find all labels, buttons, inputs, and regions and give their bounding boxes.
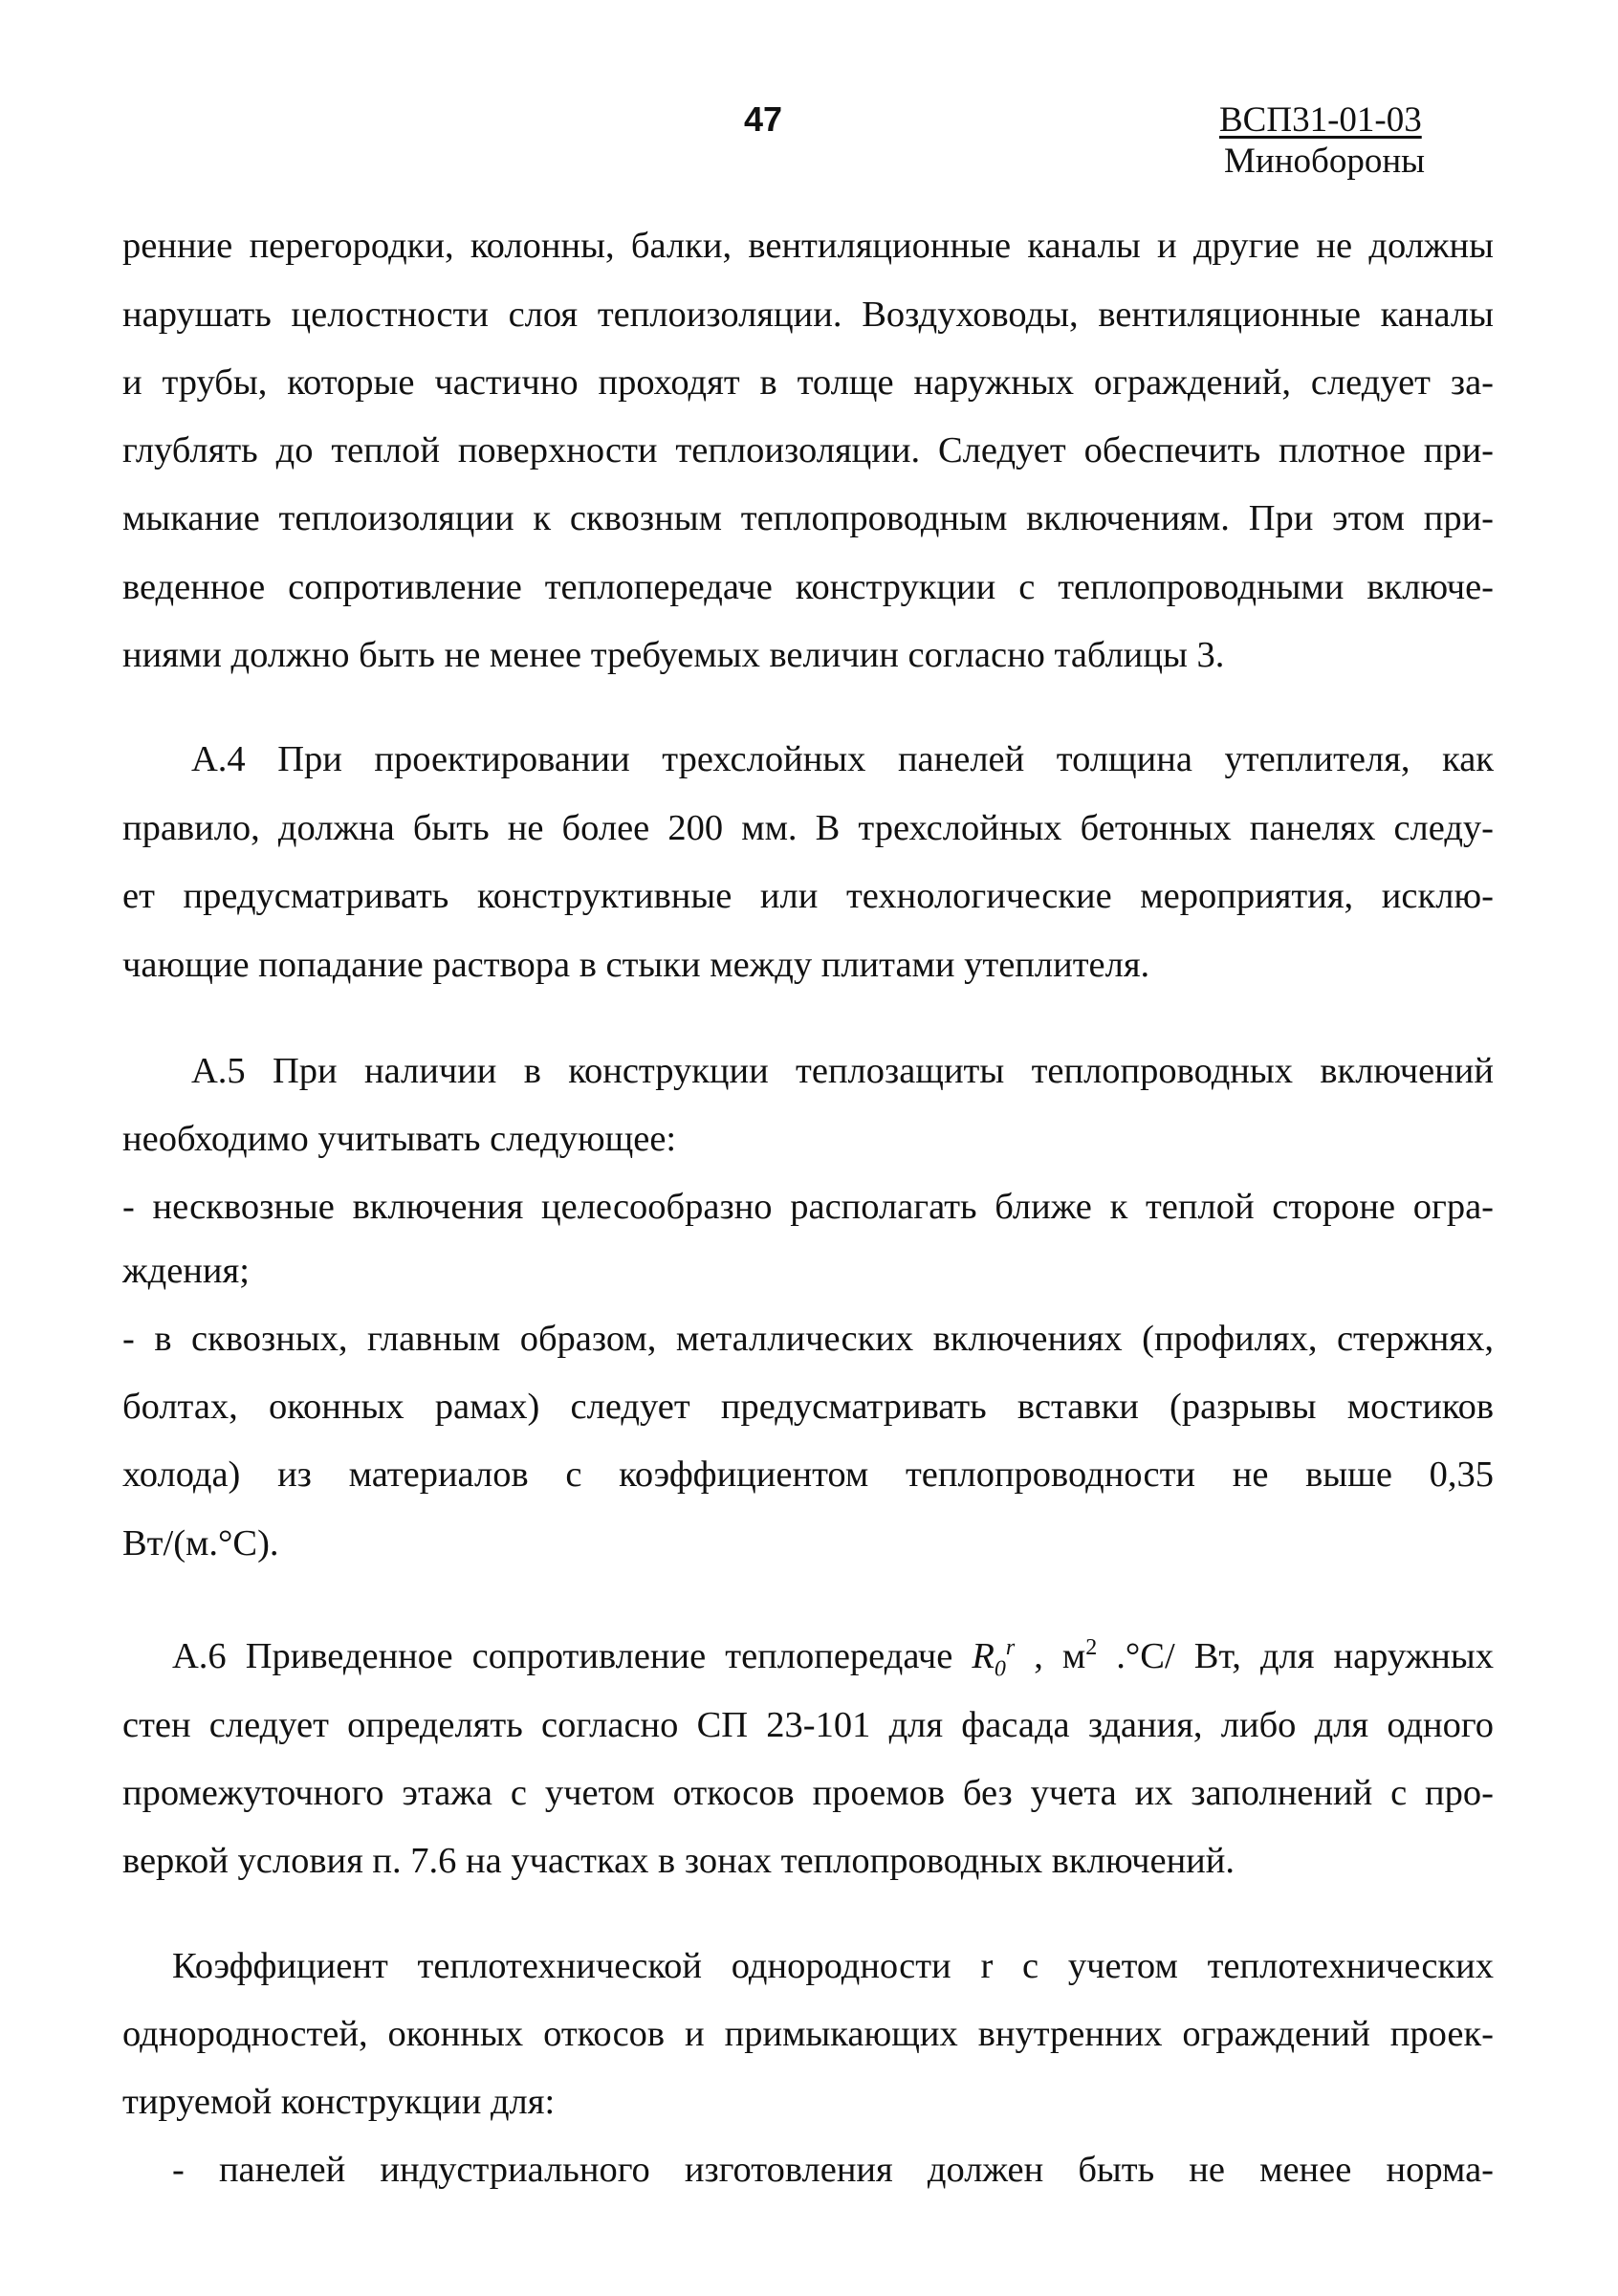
text-line: однородностей, оконных откосов и примыкающих внутренних ограждений проек- [122, 2014, 1494, 2054]
text-line: необходимо учитывать следующее: [122, 1119, 677, 1159]
text-line: веркой условия п. 7.6 на участках в зонах теплопроводных включений. [122, 1841, 1235, 1881]
text-line [172, 1633, 1494, 1682]
text-line: ренние перегородки, колонны, балки, вентиляционные каналы и другие не должны [122, 226, 1494, 266]
text-segment: , м [1015, 1636, 1086, 1676]
text-line: А.4 При проектировании трехслойных панелей толщина утеплителя, как [191, 739, 1494, 779]
text-segment: А.6 Приведенное сопротивление теплопередаче [172, 1636, 973, 1676]
text-line: холода) из материалов с коэффициентом теплопроводности не выше 0,35 [122, 1454, 1494, 1495]
list-item: - несквозные включения целесообразно располагать ближе к теплой стороне огра- [122, 1187, 1494, 1227]
text-line: стен следует определять согласно СП 23-101 для фасада здания, либо для одного [122, 1705, 1494, 1745]
text-line: ет предусматривать конструктивные или технологические мероприятия, исклю- [122, 876, 1494, 916]
text-line: ниями должно быть не менее требуемых величин согласно таблицы 3. [122, 635, 1225, 675]
r-symbol: $R_0^r$ [972, 1635, 1016, 1682]
text-line: болтах, оконных рамах) следует предусматривать вставки (разрывы мостиков [122, 1387, 1494, 1427]
list-item: - в сквозных, главным образом, металлических включениях (профилях, стержнях, [122, 1319, 1494, 1359]
text-segment: .°С/ Вт, для наружных [1097, 1636, 1494, 1676]
text-line: мыкание теплоизоляции к сквозным теплопроводным включениям. При этом при- [122, 498, 1494, 538]
text-line: правило, должна быть не более 200 мм. В трехслойных бетонных панелях следу- [122, 808, 1494, 848]
text-line: веденное сопротивление теплопередаче конструкции с теплопроводными включе- [122, 567, 1494, 607]
list-item: - панелей индустриального изготовления должен быть не менее норма- [172, 2150, 1494, 2190]
text-line: ждения; [122, 1251, 250, 1291]
text-line: тируемой конструкции для: [122, 2082, 556, 2122]
text-line: глублять до теплой поверхности теплоизоляции. Следует обеспечить плотное при- [122, 430, 1494, 470]
page-number: 47 [744, 99, 783, 139]
text-line: Коэффициент теплотехнической однородности r с учетом теплотехнических [172, 1946, 1494, 1986]
text-line: промежуточного этажа с учетом откосов проемов без учета их заполнений с про- [122, 1773, 1494, 1813]
unit-superscript: 2 [1085, 1635, 1098, 1661]
document-organization: Минобороны [1224, 142, 1425, 181]
text-line: чающие попадание раствора в стыки между плитами утеплителя. [122, 945, 1150, 985]
text-line: нарушать целостности слоя теплоизоляции. Воздуховоды, вентиляционные каналы [122, 295, 1494, 335]
text-line: Вт/(м.°С). [122, 1523, 279, 1563]
text-line: и трубы, которые частично проходят в толще наружных ограждений, следует за- [122, 362, 1494, 403]
document-code: ВСП31-01-03 [1219, 100, 1422, 140]
text-line: А.5 При наличии в конструкции теплозащиты теплопроводных включений [191, 1051, 1494, 1091]
